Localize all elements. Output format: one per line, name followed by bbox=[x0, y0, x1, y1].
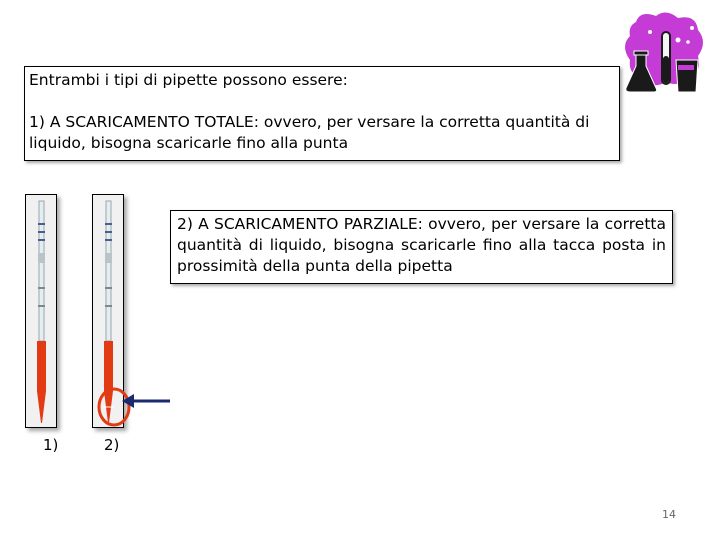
pipette-2-label: 2) bbox=[104, 436, 120, 454]
pipette-1-label: 1) bbox=[43, 436, 59, 454]
arrow-icon bbox=[120, 390, 172, 412]
total-discharge-textbox bbox=[24, 66, 620, 161]
intro-text: Entrambi i tipi di pipette possono essere: bbox=[29, 71, 348, 89]
total-discharge-text: 1) A SCARICAMENTO TOTALE: ovvero, per versare la corretta quantità di liquido, bisogna scaricarle fino alla punta bbox=[29, 113, 590, 152]
pipette-total-image bbox=[25, 194, 57, 428]
partial-discharge-text: 2) A SCARICAMENTO PARZIALE: ovvero, per versare la corretta quantità di liquido, bisogna scaricarle fino alla tacca posta in prossimità della punta della pipetta bbox=[177, 215, 666, 275]
page-number: 14 bbox=[662, 508, 676, 521]
lab-glassware-icon bbox=[622, 12, 704, 96]
partial-discharge-textbox bbox=[170, 210, 673, 284]
